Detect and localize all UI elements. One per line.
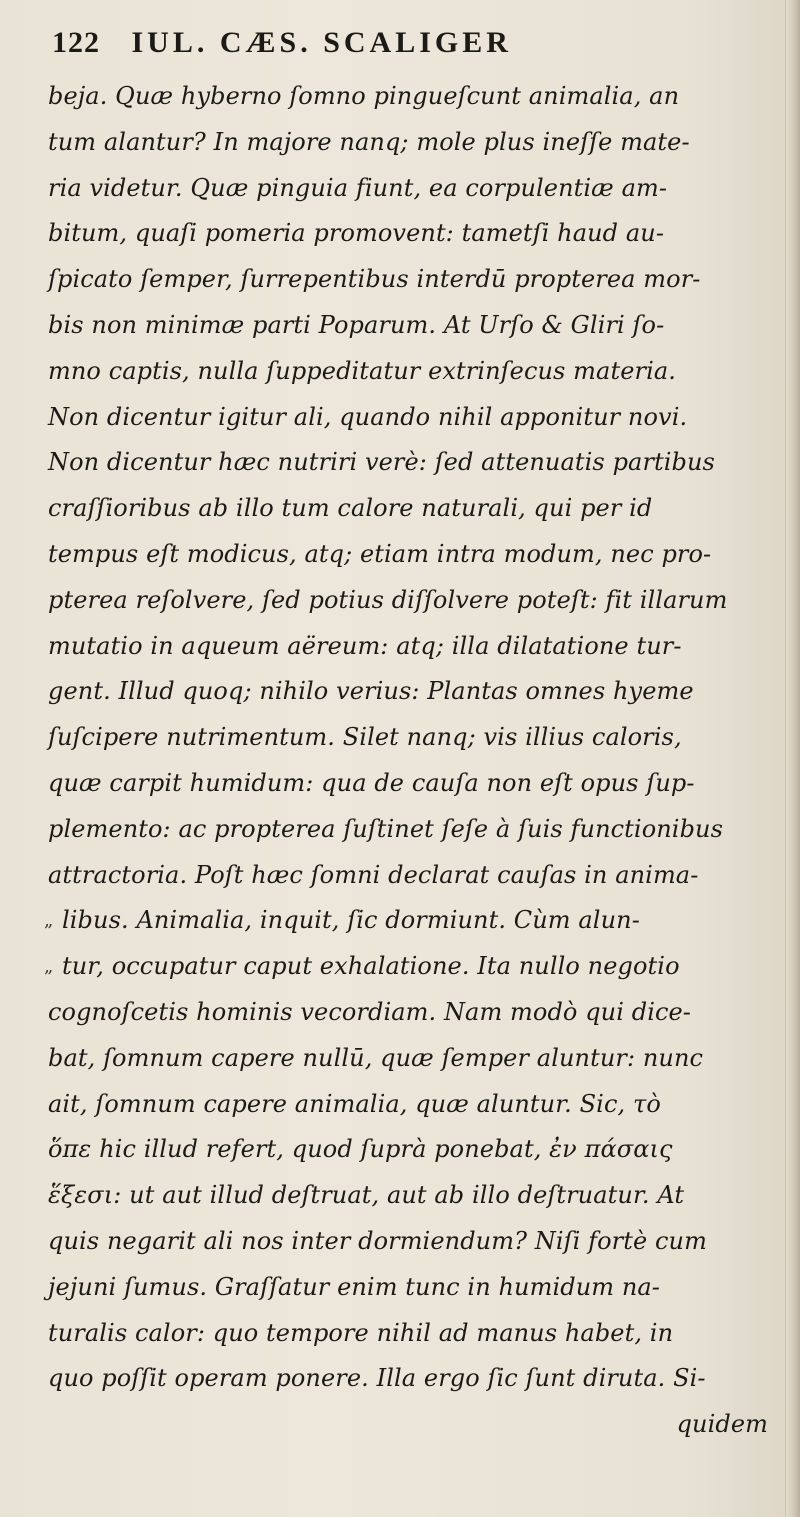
line-text: bat, ſomnum capere nullū, quæ ſemper aluntur: nunc [48, 1043, 704, 1072]
running-head [52, 26, 772, 70]
text-line [48, 624, 778, 670]
text-line [48, 1311, 778, 1357]
line-text: quis negarit ali nos inter dormiendum? Niſi fortè cum [48, 1226, 707, 1255]
catchword-line [48, 1402, 778, 1448]
line-text: jejuni ſumus. Graſſatur enim tunc in humidum na- [48, 1272, 661, 1301]
text-line [48, 1219, 778, 1265]
line-text: beja. Quæ hyberno ſomno pingueſcunt animalia, an [48, 82, 680, 110]
text-line [48, 1127, 778, 1173]
text-line [48, 349, 778, 395]
page-edge-shadow [785, 0, 800, 1517]
text-line [48, 166, 778, 212]
text-line [48, 257, 778, 303]
line-text: turalis calor: quo tempore nihil ad manus habet, in [48, 1318, 674, 1347]
line-text: ria videtur. Quæ pinguia fiunt, ea corpulentiæ am- [48, 173, 668, 202]
line-text: ὅπε hic illud refert, quod ſuprà ponebat, ἐν πάσαις [48, 1135, 673, 1164]
running-title: IUL. CÆS. SCALIGER [131, 26, 512, 59]
text-line [48, 807, 778, 853]
line-text: ait, ſomnum capere animalia, quæ aluntur. Sic, τὸ [48, 1089, 661, 1118]
line-text: tur, occupatur caput exhalatione. Ita nullo negotio [62, 952, 680, 981]
text-line [48, 1036, 778, 1082]
line-text: plemento: ac propterea ſuſtinet ſeſe à ſuis functionibus [48, 814, 724, 843]
text-line [48, 120, 778, 166]
text-line [48, 1173, 778, 1219]
line-text: ſpicato ſemper, ſurrepentibus interdū propterea mor- [48, 265, 701, 294]
text-line [48, 486, 778, 532]
line-text: Non dicentur hæc nutriri verè: ſed attenuatis partibus [48, 448, 715, 477]
quotation-marker: „ [44, 910, 54, 932]
line-text: mutatio in aqueum aëreum: atq; illa dilatatione tur- [48, 631, 682, 660]
line-text: cognoſcetis hominis vecordiam. Nam modò qui dice- [48, 997, 692, 1026]
text-line [48, 211, 778, 257]
text-line [48, 990, 778, 1036]
line-text: quo poſſit operam ponere. Illa ergo ſic ſunt diruta. Si- [48, 1364, 706, 1393]
text-line [48, 1356, 778, 1402]
bleed-through-marks [774, 90, 786, 920]
line-text: mno captis, nulla ſuppeditatur extrinſecus materia. [48, 356, 676, 385]
line-text: ſuſcipere nutrimentum. Silet nanq; vis illius caloris, [48, 723, 682, 752]
line-text: bis non minimæ parti Poparum. At Urſo & Gliri ſo- [48, 310, 665, 339]
text-line [48, 532, 778, 578]
text-line [48, 440, 778, 486]
page-number: 122 [52, 26, 100, 59]
line-text: craſſioribus ab illo tum calore naturali, qui per id [48, 494, 653, 523]
text-line [44, 944, 778, 990]
line-text: quæ carpit humidum: qua de cauſa non eſt opus ſup- [48, 768, 695, 797]
line-text: tum alantur? In majore nanq; mole plus ineſſe mate- [48, 127, 690, 156]
line-text: gent. Illud quoq; nihilo verius: Plantas omnes hyeme [48, 677, 694, 706]
line-text: tempus eſt modicus, atq; etiam intra modum, nec pro- [48, 539, 712, 568]
text-line [48, 761, 778, 807]
text-line [48, 715, 778, 761]
text-line [48, 578, 778, 624]
line-text: libus. Animalia, inquit, ſic dormiunt. Cùm alun- [62, 906, 640, 935]
text-line [48, 1265, 778, 1311]
text-line [48, 1082, 778, 1128]
quotation-marker: „ [44, 956, 54, 978]
line-text: ἕξεσι: ut aut illud deſtruat, aut ab illo deſtruatur. At [48, 1181, 685, 1210]
line-text: Non dicentur igitur ali, quando nihil apponitur novi. [48, 402, 688, 431]
text-line [48, 74, 778, 120]
body-text [44, 74, 778, 1448]
text-line [48, 669, 778, 715]
catchword: quidem [676, 1410, 768, 1439]
text-line [48, 853, 778, 899]
line-text: attractoria. Poſt hæc ſomni declarat cauſas in anima- [48, 860, 699, 889]
text-line [44, 898, 778, 944]
text-line [48, 303, 778, 349]
text-line [48, 395, 778, 441]
line-text: bitum, quaſi pomeria promovent: tametſi haud au- [48, 219, 665, 248]
line-text: pterea reſolvere, ſed potius diſſolvere poteſt: fit illarum [48, 585, 728, 614]
